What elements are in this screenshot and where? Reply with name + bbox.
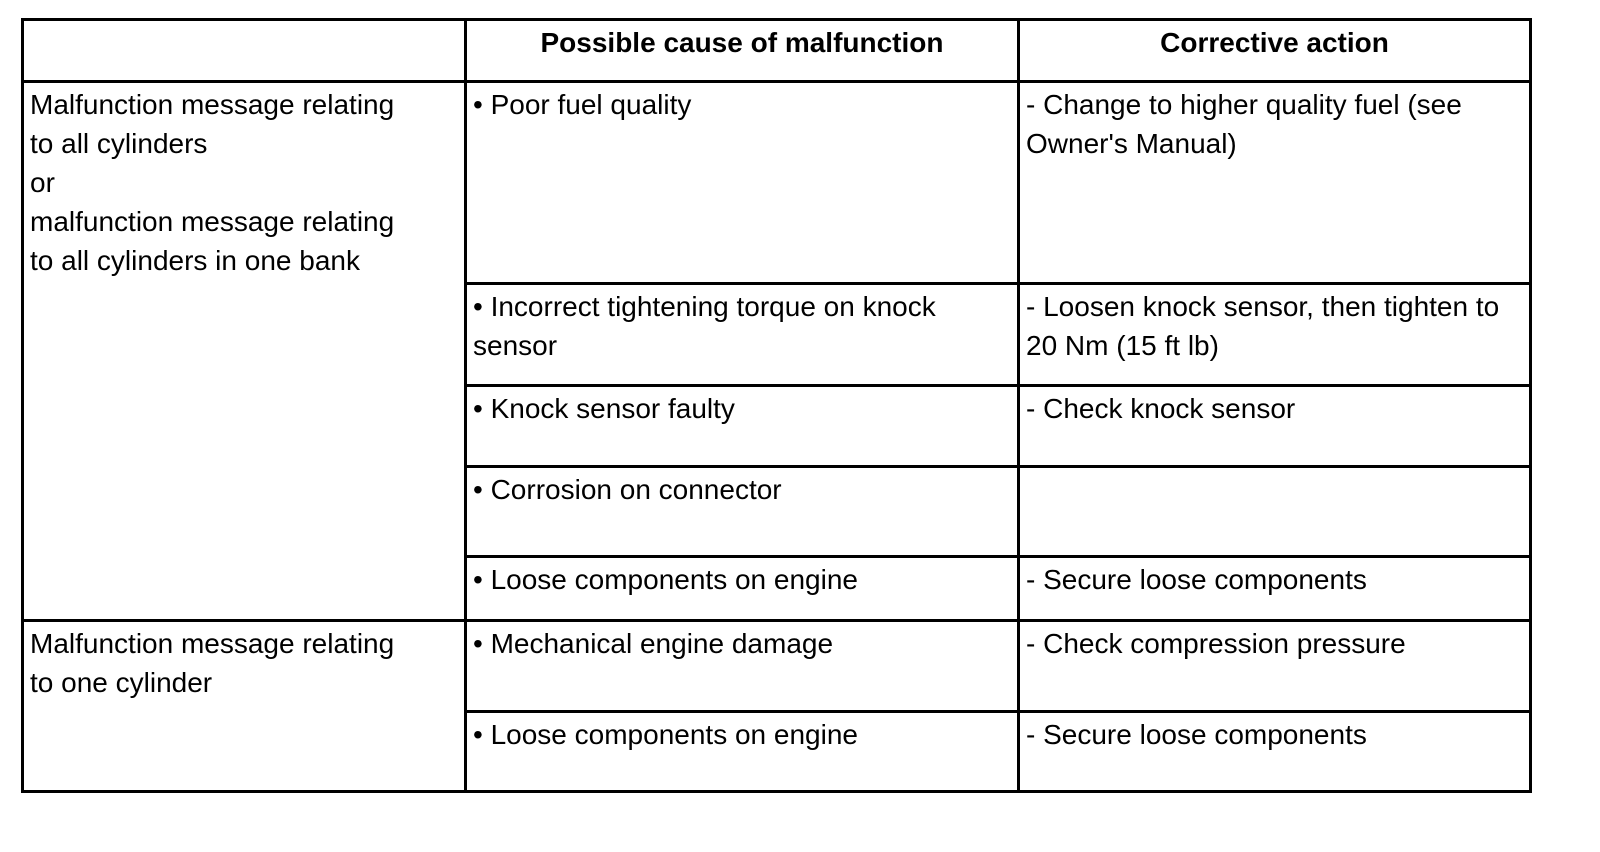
cause-cell: • Poor fuel quality	[466, 82, 1019, 284]
table-row	[23, 621, 1531, 712]
cause-cell: • Loose components on engine	[466, 557, 1019, 621]
action-cell	[1019, 467, 1531, 557]
symptom-line: to all cylinders	[30, 128, 208, 159]
troubleshooting-table	[21, 18, 1532, 793]
table-row	[23, 82, 1531, 284]
cause-cell: • Corrosion on connector	[466, 467, 1019, 557]
cause-cell: • Incorrect tightening torque on knock sensor	[466, 284, 1019, 386]
symptom-line: or	[30, 167, 55, 198]
cause-cell: • Mechanical engine damage	[466, 621, 1019, 712]
cause-cell: • Knock sensor faulty	[466, 386, 1019, 467]
symptom-line: to one cylinder	[30, 667, 213, 698]
action-cell: - Secure loose components	[1019, 712, 1531, 792]
header-possible-cause: Possible cause of malfunction	[466, 20, 1019, 82]
header-symptom	[23, 20, 466, 82]
symptom-line: to all cylinders in one bank	[30, 245, 360, 276]
action-cell: - Check knock sensor	[1019, 386, 1531, 467]
symptom-line: Malfunction message relating	[30, 628, 395, 659]
symptom-cell	[23, 621, 466, 792]
action-cell: - Secure loose components	[1019, 557, 1531, 621]
header-corrective-action: Corrective action	[1019, 20, 1531, 82]
action-cell: - Check compression pressure	[1019, 621, 1531, 712]
action-cell: - Loosen knock sensor, then tighten to 20 Nm (15 ft lb)	[1019, 284, 1531, 386]
symptom-line: Malfunction message relating	[30, 89, 395, 120]
cause-cell: • Loose components on engine	[466, 712, 1019, 792]
symptom-line: malfunction message relating	[30, 206, 395, 237]
header-row	[23, 20, 1531, 82]
symptom-cell	[23, 82, 466, 621]
action-cell: - Change to higher quality fuel (see Owner's Manual)	[1019, 82, 1531, 284]
